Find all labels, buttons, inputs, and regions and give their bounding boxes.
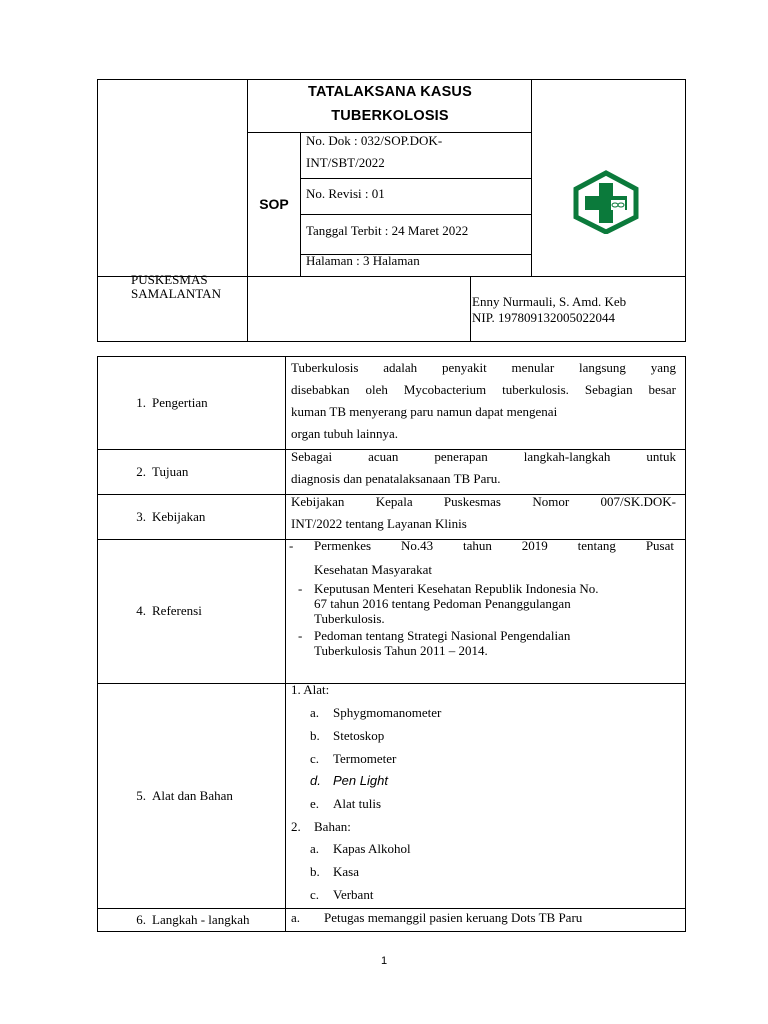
row-label: Alat dan Bahan: [152, 787, 233, 803]
alat-item: Pen Light: [333, 773, 388, 788]
text-line: INT/2022 tentang Layanan Klinis: [291, 516, 467, 531]
no-dok-line-2: INT/SBT/2022: [306, 155, 385, 170]
list-letter: c.: [310, 887, 320, 902]
halaman: Halaman : 3 Halaman: [306, 253, 420, 268]
title-line-1: TATALAKSANA KASUS: [308, 84, 472, 100]
list-letter: a.: [310, 841, 320, 856]
puskesmas-line-1: PUSKESMAS: [131, 272, 208, 287]
row-label-pengertian: [98, 357, 285, 449]
bahan-item: Kapas Alkohol: [333, 841, 411, 856]
row-number: 3.: [136, 508, 146, 524]
alat-item: Stetoskop: [333, 728, 385, 743]
list-letter: b.: [310, 864, 320, 879]
list-letter: a.: [310, 705, 320, 720]
list-letter: b.: [310, 728, 320, 743]
signatory: [472, 294, 626, 326]
reference-item-3-line-1: Pedoman tentang Strategi Nasional Pengendalian: [314, 628, 571, 643]
tujuan-content: [291, 446, 676, 490]
sop-content-table: [97, 356, 686, 932]
text-line: kuman TB menyerang paru namun dapat mengenai: [291, 404, 558, 419]
row-label-kebijakan: [98, 494, 285, 539]
reference-item-3-line-2: Tuberkulosis Tahun 2011 – 2014.: [314, 643, 488, 658]
alat-heading: 1. Alat:: [291, 682, 330, 697]
row-number: 2.: [136, 463, 146, 479]
reference-item-2-line-3: Tuberkulosis.: [314, 611, 385, 626]
reference-item-2-line-1: Keputusan Menteri Kesehatan Republik Indonesia No.: [314, 581, 599, 596]
reference-item-2-line-2: 67 tahun 2016 tentang Pedoman Penanggulangan: [314, 596, 571, 611]
text-line: Sebagai acuan penerapan langkah-langkah untuk: [291, 449, 676, 464]
signatory-name: Enny Nurmauli, S. Amd. Keb: [472, 294, 627, 309]
reference-item-1-line-1: Permenkes No.43 tahun 2019 tentang Pusat: [314, 538, 674, 553]
page-number: 1: [380, 955, 388, 967]
langkah-step: Petugas memanggil pasien keruang Dots TB Paru: [324, 910, 583, 925]
alat-item: Termometer: [333, 751, 397, 766]
bahan-item: Kasa: [333, 864, 359, 879]
sop-label: SOP: [259, 196, 289, 212]
document-title: [248, 80, 532, 132]
list-bullet: -: [289, 538, 294, 553]
title-line-2: TUBERKOLOSIS: [331, 108, 449, 124]
row-label: Referensi: [152, 603, 202, 618]
list-letter: a.: [291, 910, 301, 925]
text-line: organ tubuh lainnya.: [291, 426, 398, 441]
row-label-alat-bahan: [98, 683, 285, 908]
row-number: 1.: [136, 395, 146, 410]
list-bullet: -: [298, 628, 303, 643]
row-label: Pengertian: [152, 395, 208, 410]
puskesmas-line-2: SAMALANTAN: [131, 286, 221, 301]
text-line: diagnosis dan penatalaksanaan TB Paru.: [291, 471, 501, 486]
text-line: Tuberkulosis adalah penyakit menular langsung yang: [291, 360, 676, 375]
list-letter: e.: [310, 796, 320, 811]
puskesmas-name: [131, 273, 221, 301]
row-label-langkah: [98, 908, 285, 932]
bahan-item: Verbant: [333, 887, 374, 902]
tanggal-terbit: Tanggal Terbit : 24 Maret 2022: [306, 223, 469, 238]
puskesmas-logo-icon: [570, 170, 642, 234]
row-label: Langkah - langkah: [152, 912, 250, 927]
list-letter: c.: [310, 751, 320, 766]
no-dok-line-1: No. Dok : 032/SOP.DOK-: [306, 133, 443, 148]
signatory-nip: NIP. 197809132005022044: [472, 310, 616, 325]
pengertian-content: [291, 357, 676, 445]
row-label-referensi: [98, 539, 285, 683]
alat-item: Sphygmomanometer: [333, 705, 442, 720]
bahan-number: 2.: [291, 819, 301, 834]
row-number: 4.: [136, 603, 146, 618]
row-label-tujuan: [98, 449, 285, 494]
row-number: 6.: [136, 912, 146, 927]
no-revisi: No. Revisi : 01: [306, 186, 385, 201]
row-label: Kebijakan: [152, 508, 206, 524]
list-letter: d.: [310, 773, 321, 788]
kebijakan-content: [291, 491, 676, 535]
list-bullet: -: [298, 581, 303, 596]
row-number: 5.: [136, 787, 146, 803]
text-line: disebabkan oleh Mycobacterium tuberkulosis. Sebagian besar: [291, 382, 676, 397]
header-table: [97, 79, 686, 342]
row-label: Tujuan: [152, 463, 189, 479]
bahan-heading: Bahan:: [314, 819, 351, 834]
alat-item: Alat tulis: [333, 796, 382, 811]
reference-item-1-line-2: Kesehatan Masyarakat: [314, 562, 433, 577]
text-line: Kebijakan Kepala Puskesmas Nomor 007/SK.DOK-: [291, 494, 676, 509]
